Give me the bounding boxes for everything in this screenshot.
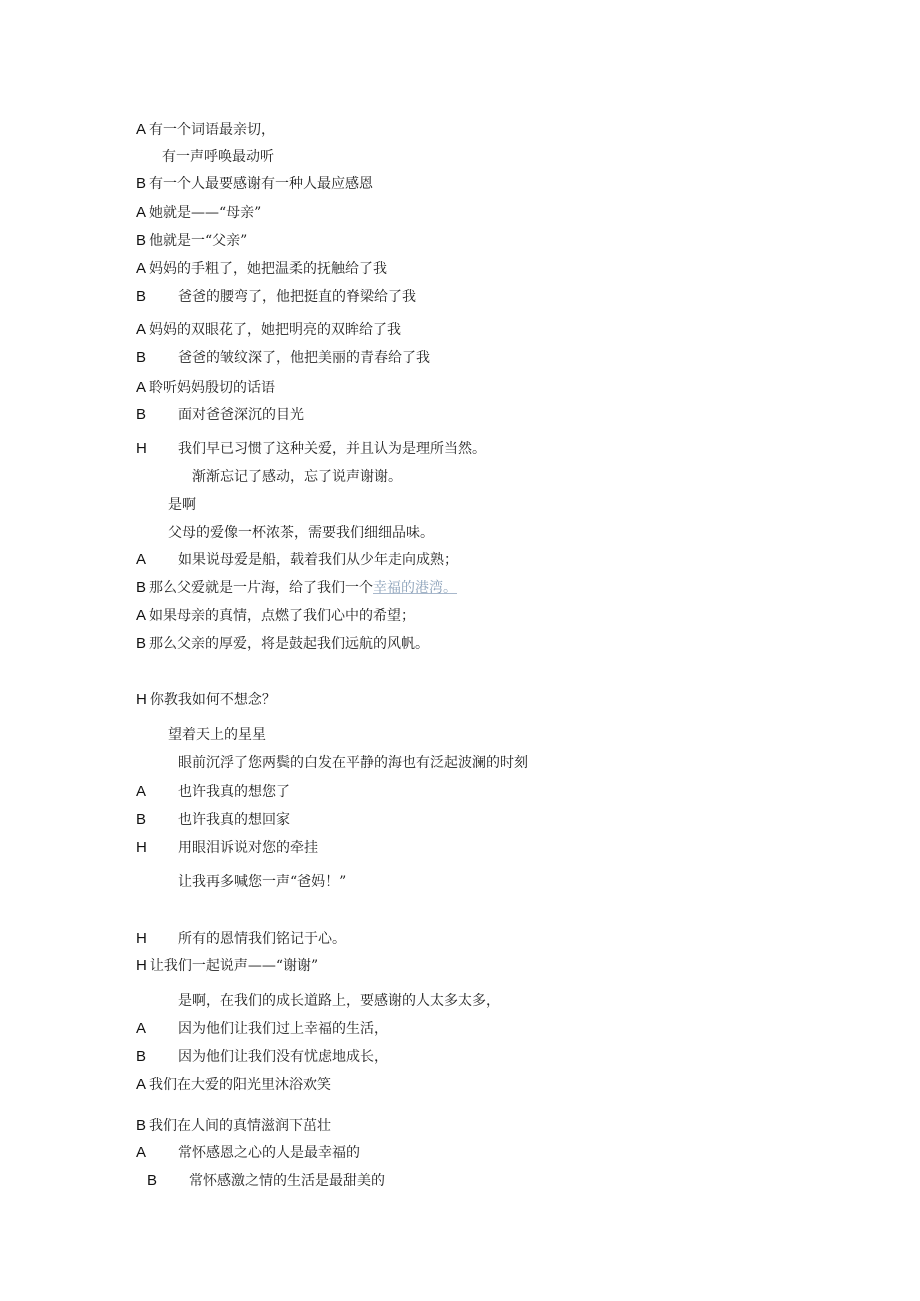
speaker-label: H [136,691,147,708]
speaker-label: A [136,121,147,138]
line-text: 她就是——“母亲” [149,205,262,221]
speaker-label: B [147,1172,158,1189]
speaker-label: B [136,1117,147,1134]
script-line [136,378,275,398]
script-line [136,439,486,459]
script-line [136,1019,388,1039]
line-text: 因为他们让我们没有忧虑地成长， [178,1049,388,1065]
line-text: 如果母亲的真情，点燃了我们心中的希望； [149,608,416,624]
highlighted-phrase-link[interactable]: 幸福的港湾。 [373,580,458,596]
line-text: 那么父亲的厚爱，将是鼓起我们远航的风帆。 [149,636,430,652]
speaker-label: A [136,551,147,568]
speaker-label: B [136,349,147,366]
speaker-label: H [136,930,147,947]
line-text: 望着天上的星星 [168,727,266,743]
script-line [136,782,290,802]
line-text: 如果说母爱是船，载着我们从少年走向成熟； [178,552,458,568]
speaker-label: A [136,321,147,338]
speaker-label: H [136,957,147,974]
line-text: 渐渐忘记了感动，忘了说声谢谢。 [192,469,402,485]
script-line [136,929,346,949]
speaker-label: B [136,288,147,305]
line-text: 我们早已习惯了这种关爱，并且认为是理所当然。 [178,441,486,457]
line-text: 有一个词语最亲切， [149,122,276,138]
line-text: 爸爸的腰弯了，他把挺直的脊梁给了我 [178,289,416,305]
speaker-label: B [136,811,147,828]
speaker-label: A [136,1076,147,1093]
script-line [136,1047,388,1067]
script-line [136,1116,331,1136]
line-text: 所有的恩情我们铭记于心。 [178,931,346,947]
speaker-label: A [136,204,147,221]
script-line [136,550,458,570]
script-line [136,231,247,251]
speaker-label: A [136,1144,147,1161]
line-text: 我们在大爱的阳光里沐浴欢笑 [149,1077,332,1093]
script-line [136,956,318,976]
speaker-label: H [136,839,147,856]
line-text: 用眼泪诉说对您的牵挂 [178,840,318,856]
speaker-label: B [136,406,147,423]
script-line [136,578,457,598]
line-text: 有一个人最要感谢有一种人最应感恩 [149,176,374,192]
line-text: 聆听妈妈殷切的话语 [149,380,276,396]
line-text: 我们在人间的真情滋润下茁壮 [149,1118,332,1134]
script-line [136,1075,331,1095]
line-text: 妈妈的手粗了，她把温柔的抚触给了我 [149,261,388,277]
script-line [136,810,290,830]
speaker-label: A [136,783,147,800]
script-line [168,495,196,515]
line-text: 常怀感恩之心的人是最幸福的 [178,1145,360,1161]
script-line [136,405,304,425]
script-line [178,753,528,773]
script-line [147,1171,385,1191]
line-text: 你教我如何不想念？ [149,692,276,708]
speaker-label: H [136,440,147,457]
speaker-label: B [136,635,147,652]
script-line [136,348,430,368]
line-text: 爸爸的皱纹深了，他把美丽的青春给了我 [178,350,430,366]
script-line [136,634,429,654]
script-line [168,725,266,745]
line-text: 有一声呼唤最动听 [162,149,274,165]
line-text: 妈妈的双眼花了，她把明亮的双眸给了我 [149,322,402,338]
line-text: 让我们一起说声——“谢谢” [149,958,319,974]
line-text: 常怀感激之情的生活是最甜美的 [189,1173,385,1189]
script-line [136,203,261,223]
line-text: 是啊，在我们的成长道路上，要感谢的人太多太多， [178,993,500,1009]
line-text: 面对爸爸深沉的目光 [178,407,304,423]
line-text: 因为他们让我们过上幸福的生活， [178,1021,388,1037]
speaker-label: B [136,1048,147,1065]
speaker-label: A [136,1020,147,1037]
line-text: 他就是一“父亲” [149,233,248,249]
script-line [136,690,276,710]
script-line [162,147,274,167]
script-line [136,320,401,340]
script-line [136,606,415,626]
line-text: 那么父爱就是一片海，给了我们一个 [149,580,374,596]
speaker-label: B [136,232,147,249]
script-line [136,287,416,307]
script-line [136,838,318,858]
line-text: 让我再多喊您一声“爸妈！” [178,874,347,890]
speaker-label: A [136,607,147,624]
line-text: 眼前沉浮了您两鬓的白发在平静的海也有泛起波澜的时刻 [178,755,528,771]
script-line [136,174,373,194]
speaker-label: B [136,579,147,596]
script-line [136,120,275,140]
script-line [136,259,387,279]
script-line [178,872,346,892]
line-text: 也许我真的想回家 [178,812,290,828]
speaker-label: B [136,175,147,192]
line-text: 也许我真的想您了 [178,784,290,800]
script-line [192,467,402,487]
line-text: 是啊 [168,497,196,513]
speaker-label: A [136,379,147,396]
line-text: 父母的爱像一杯浓茶，需要我们细细品味。 [168,525,434,541]
script-line [136,1143,360,1163]
script-line [178,991,500,1011]
script-line [168,523,434,543]
speaker-label: A [136,260,147,277]
